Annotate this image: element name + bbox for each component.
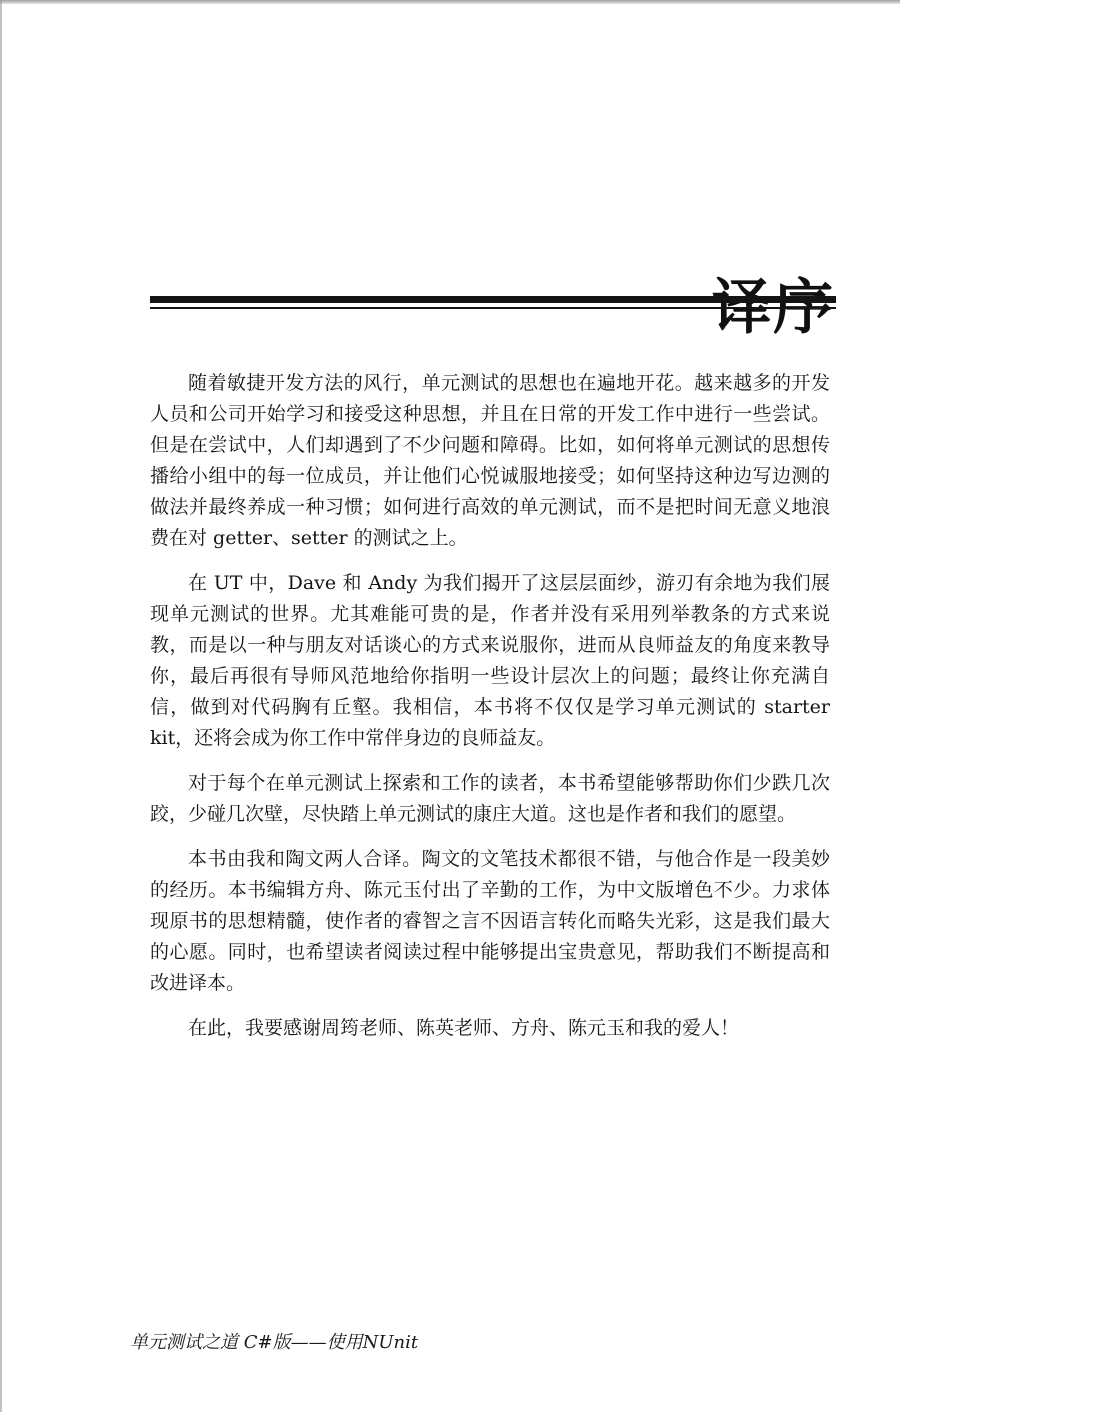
scan-edge-left (0, 0, 2, 1412)
paragraph-3: 对于每个在单元测试上探索和工作的读者，本书希望能够帮助你们少跌几次跤，少碰几次壁，尽快踏上单元测试的康庄大道。这也是作者和我们的愿望。 (150, 772, 830, 825)
scan-edge-top (0, 0, 900, 4)
body-text (150, 368, 830, 1058)
title-rule-thin (150, 307, 836, 309)
paragraph-4: 本书由我和陶文两人合译。陶文的文笔技术都很不错，与他合作是一段美妙的经历。本书编辑方舟、陈元玉付出了辛勤的工作，为中文版增色不少。力求体现原书的思想精髓，使作者的睿智之言不因语言转化而略失光彩，这是我们最大的心愿。同时，也希望读者阅读过程中能够提出宝贵意见，帮助我们不断提高和改进译本。 (150, 848, 830, 994)
paragraph-2: 在 UT 中，Dave 和 Andy 为我们揭开了这层层面纱，游刃有余地为我们展现单元测试的世界。尤其难能可贵的是，作者并没有采用列举教条的方式来说教，而是以一种与朋友对话谈心的方式来说服你，进而从良师益友的角度来教导你，最后再很有导师风范地给你指明一些设计层次上的问题；最终让你充满自信，做到对代码胸有丘壑。我相信，本书将不仅仅是学习单元测试的 starter kit，还将会成为你工作中常伴身边的良师益友。 (150, 572, 830, 749)
running-footer: 单元测试之道 C#版——使用NUnit (130, 1332, 419, 1353)
paragraph-5: 在此，我要感谢周筠老师、陈英老师、方舟、陈元玉和我的爱人！ (188, 1017, 740, 1039)
paragraph-1: 随着敏捷开发方法的风行，单元测试的思想也在遍地开花。越来越多的开发人员和公司开始学习和接受这种思想，并且在日常的开发工作中进行一些尝试。但是在尝试中，人们却遇到了不少问题和障碍。比如，如何将单元测试的思想传播给小组中的每一位成员，并让他们心悦诚服地接受；如何坚持这种边写边测的做法并最终养成一种习惯；如何进行高效的单元测试，而不是把时间无意义地浪费在对 getter、setter 的测试之上。 (150, 372, 830, 549)
title-rule-thick (150, 296, 836, 303)
